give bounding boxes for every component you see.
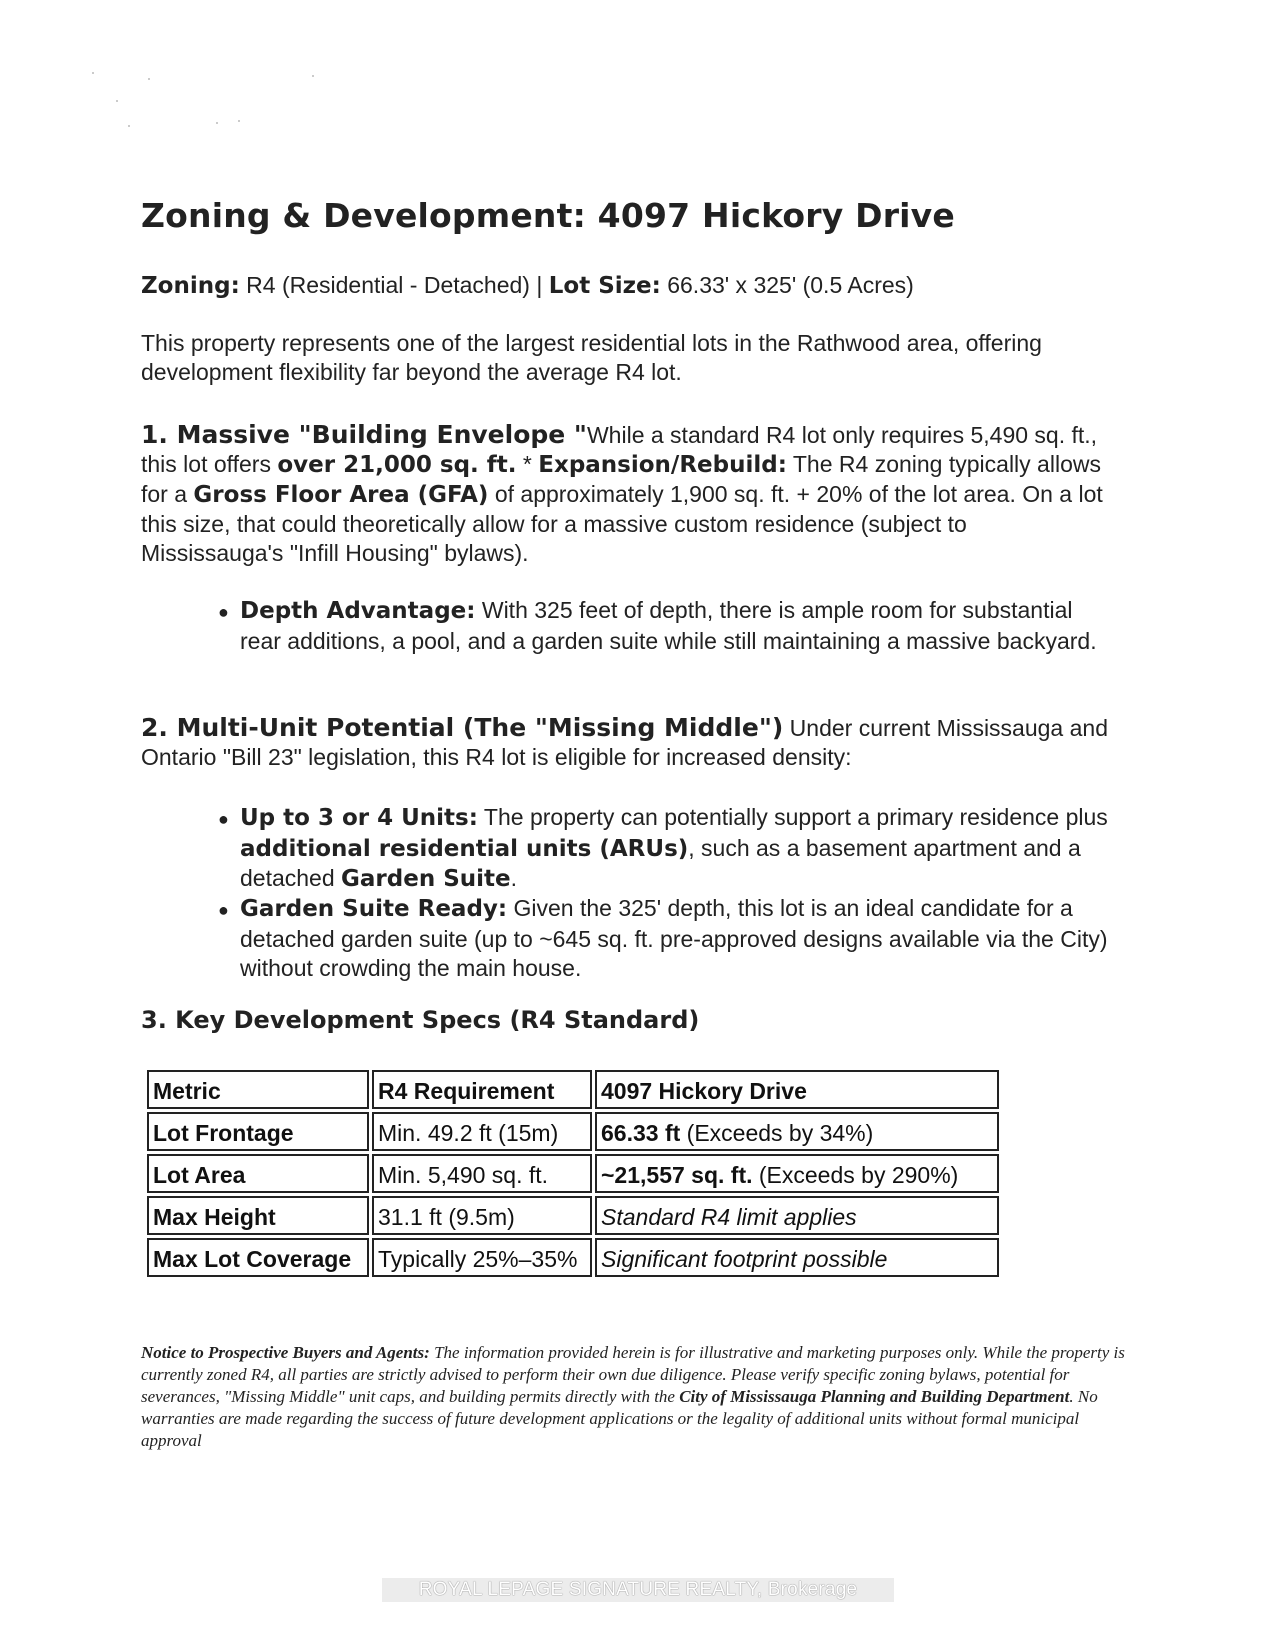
bullet-label: Depth Advantage: [240,598,476,624]
notice-bold: City of Mississauga Planning and Building Department [679,1387,1070,1406]
bullet-icon: ● [218,602,229,622]
bullet-bold: Garden Suite [341,866,511,892]
legal-notice [141,1342,1131,1452]
scan-speck [128,125,130,127]
metric-cell: Max Height [147,1196,369,1235]
table-row [147,1112,999,1151]
column-header: Metric [147,1070,369,1109]
table-row [147,1238,999,1277]
section1-bullet-list [200,596,1100,656]
section2-bullet-list [200,803,1130,983]
notice-text-1: The information provided herein is for illustrative and marketing purposes only. While the property is currently zoned R4, all parties are strictly advised to perform their own due diligence. Please verify specific zoning bylaws, potential for severances, "Missing Middle" unit caps, and building permits directly with the [141,1343,1125,1406]
scan-speck [216,122,218,124]
section1-heading: 1. Massive "Building Envelope " [141,420,587,449]
column-header: 4097 Hickory Drive [595,1070,999,1109]
notice-label: Notice to Prospective Buyers and Agents: [141,1343,430,1362]
zoning-summary [141,272,914,299]
section1-bold-2: Expansion/Rebuild: [538,452,787,478]
section1-text-3: The R4 zoning typically allows for a [141,451,1101,507]
section2-text: Under current Mississauga and Ontario "Bill 23" legislation, this R4 lot is eligible for increased density: [141,715,1108,770]
scan-speck [148,78,150,80]
bullet-text: . [510,865,518,891]
value-rest: (Exceeds by 290%) [752,1162,959,1188]
section2-paragraph [141,713,1126,772]
requirement-cell: Typically 25%–35% [372,1238,592,1277]
lot-size-label: Lot Size: [548,273,661,299]
value-rest: (Exceeds by 34%) [680,1120,874,1146]
table-header-row [147,1070,999,1109]
metric-cell: Max Lot Coverage [147,1238,369,1277]
section1-text-1: While a standard R4 lot only requires 5,490 sq. ft., this lot offers [141,422,1098,477]
list-item [200,596,1100,656]
intro-paragraph: This property represents one of the largest residential lots in the Rathwood area, offering development flexibility far beyond the average R4 lot. [141,330,1042,385]
page-title: Zoning & Development: 4097 Hickory Drive [141,196,955,235]
property-value-cell: Significant footprint possible [595,1238,999,1277]
section3-heading: 3. Key Development Specs (R4 Standard) [141,1006,700,1034]
bullet-label: Up to 3 or 4 Units: [240,805,478,831]
scan-speck [238,120,240,122]
bullet-text: The property can potentially support a primary residence plus [477,804,1108,830]
scan-speck [116,100,118,102]
property-value-cell: Standard R4 limit applies [595,1196,999,1235]
scan-speck [92,72,94,74]
property-value-cell [595,1154,999,1193]
zoning-value: R4 (Residential - Detached) | [239,272,549,298]
bullet-icon: ● [218,900,229,920]
table-row [147,1196,999,1235]
column-header: R4 Requirement [372,1070,592,1109]
scan-speck [312,75,314,77]
requirement-cell: 31.1 ft (9.5m) [372,1196,592,1235]
section1-bold-1: over 21,000 sq. ft. [277,452,517,478]
section1-paragraph [141,420,1111,568]
bullet-icon: ● [218,809,229,829]
section2-heading: 2. Multi-Unit Potential (The "Missing Middle") [141,713,784,742]
requirement-cell: Min. 5,490 sq. ft. [372,1154,592,1193]
bullet-text: With 325 feet of depth, there is ample room for substantial rear additions, a pool, and a garden suite while still maintaining a massive backyard. [240,597,1097,654]
value-bold: 66.33 ft [601,1120,681,1146]
list-item [200,894,1130,983]
section1-text-2: * [516,451,539,477]
requirement-cell: Min. 49.2 ft (15m) [372,1112,592,1151]
section1-text-4: of approximately 1,900 sq. ft. + 20% of the lot area. On a lot this size, that could theoretically allow for a massive custom residence (subject to Mississauga's "Infill Housing" bylaws). [141,481,1103,566]
bullet-bold: additional residential units (ARUs) [240,836,689,862]
bullet-text: , such as a basement apartment and a detached [240,835,1081,891]
property-value-cell [595,1112,999,1151]
lot-size-value: 66.33' x 325' (0.5 Acres) [660,272,914,298]
bullet-label: Garden Suite Ready: [240,896,508,922]
section1-bold-3: Gross Floor Area (GFA) [193,482,489,508]
metric-cell: Lot Frontage [147,1112,369,1151]
table-row [147,1154,999,1193]
zoning-label: Zoning: [141,273,240,299]
bullet-text: Given the 325' depth, this lot is an ideal candidate for a detached garden suite (up to ~645 sq. ft. pre-approved designs available via the City) without crowding the main house. [240,895,1108,981]
notice-text-2: . No warranties are made regarding the success of future development applications or the legality of additional units without formal municipal approval [141,1387,1098,1450]
metric-cell: Lot Area [147,1154,369,1193]
development-specs-table [144,1067,1002,1280]
brokerage-watermark: ROYAL LEPAGE SIGNATURE REALTY, Brokerage [382,1578,894,1602]
list-item [200,803,1130,894]
value-bold: ~21,557 sq. ft. [601,1162,753,1188]
